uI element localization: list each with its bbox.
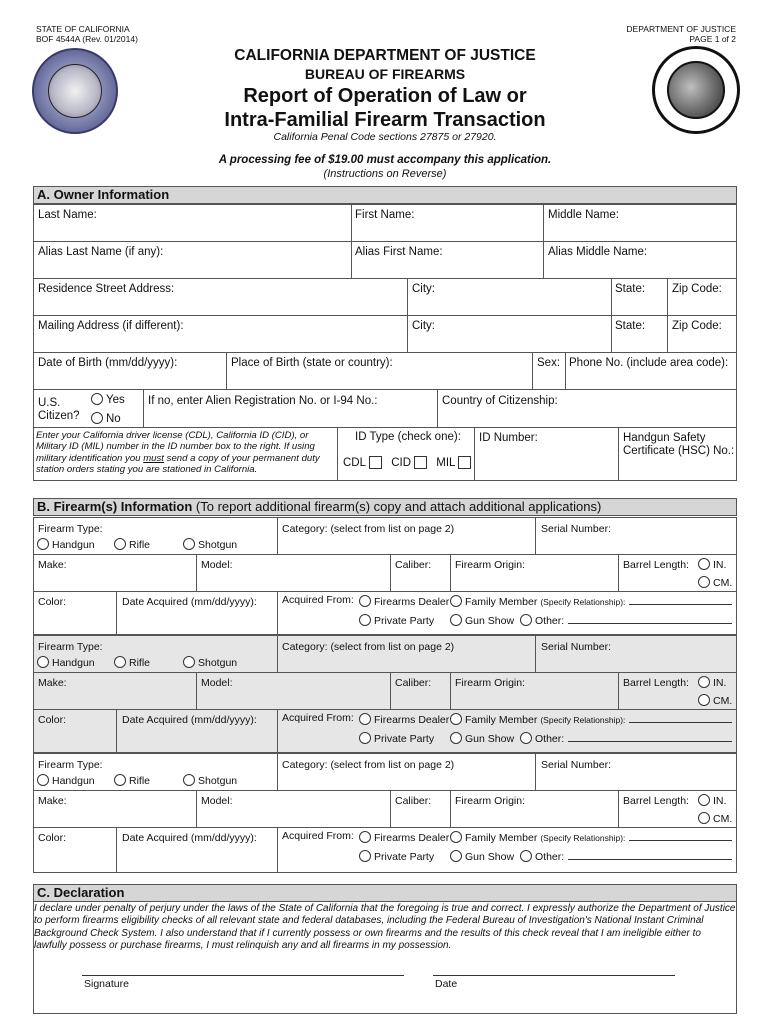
us-citizen-label: [38, 397, 80, 423]
citizen-no-radio[interactable]: [91, 412, 121, 426]
alias-last-name-field[interactable]: Alias Last Name (if any):: [38, 246, 164, 258]
row-divider: [33, 315, 737, 316]
page-number: PAGE 1 of 2: [689, 34, 736, 44]
row-divider: [33, 672, 737, 673]
family-member-radio[interactable]: [450, 831, 732, 844]
handgun-radio-label: Handgun: [52, 657, 95, 669]
rifle-radio-label: Rifle: [129, 657, 151, 669]
serial-number-field[interactable]: [541, 759, 611, 771]
col-divider: [337, 427, 338, 481]
cdl-checkbox[interactable]: [369, 456, 382, 469]
alien-registration-field[interactable]: If no, enter Alien Registration No. or I-94 No.:: [148, 395, 378, 407]
barrel-cm-radio[interactable]: [698, 694, 732, 707]
serial-number-field-text: Serial Number:: [541, 759, 612, 771]
radio-icon[interactable]: [91, 393, 103, 405]
family-member-radio[interactable]: [450, 595, 732, 608]
rifle-radio[interactable]: [114, 656, 150, 669]
date-acquired-field-text: Date Acquired (mm/dd/yyyy):: [122, 832, 257, 844]
col-divider: [226, 352, 227, 389]
mailing-zip-field[interactable]: Zip Code:: [672, 320, 722, 332]
col-divider: [277, 591, 278, 635]
radio-icon[interactable]: [698, 558, 710, 570]
firearm-origin-field-text: Firearm Origin:: [455, 677, 526, 689]
form-title-line1: Report of Operation of Law or: [243, 85, 527, 107]
radio-icon[interactable]: [37, 774, 49, 786]
firearm-origin-field[interactable]: [455, 559, 525, 571]
col-divider: [450, 554, 451, 591]
model-field-text: Model:: [201, 559, 233, 571]
cid-checkbox[interactable]: [414, 456, 427, 469]
date-acquired-field[interactable]: [122, 714, 257, 726]
radio-icon[interactable]: [114, 656, 126, 668]
firearm-origin-field[interactable]: [455, 795, 525, 807]
declaration-text: I declare under penalty of perjury under the laws of the State of California that the foregoing is true and correct. I expressly authorize the Department of Justice to perform firearms eligibility checks of all relevant state and federal databases, including the Federal Bureau of Investigation's National Instant Criminal Background Check System. I also understand that if I currently possess or own firearms and the results of this check reveal that I am ineligible either to lawfully possess or purchase firearms, I must relinquish any and all firearms in my possession.: [34, 903, 736, 951]
family-member-radio-label: Family Member: [465, 832, 538, 844]
firearm-type-label: [38, 523, 103, 535]
firearms-dealer-radio-label: Firearms Dealer: [374, 714, 450, 726]
acquired-from-label: [282, 712, 354, 724]
section-b-header: [33, 498, 737, 516]
other-radio[interactable]: [520, 614, 732, 627]
cdl-label: CDL: [343, 457, 367, 469]
col-divider: [390, 672, 391, 709]
radio-icon[interactable]: [359, 713, 371, 725]
other-radio-label: Other:: [535, 851, 565, 863]
residence-city-field[interactable]: City:: [412, 283, 435, 295]
state-label: STATE OF CALIFORNIA: [36, 24, 130, 34]
department-label: DEPARTMENT OF JUSTICE: [626, 24, 736, 34]
id-instructions: [36, 430, 336, 476]
barrel-length-field-text: Barrel Length:: [623, 677, 689, 689]
col-divider: [667, 278, 668, 352]
model-field-text: Model:: [201, 795, 233, 807]
hsc-label-line1: Handgun Safety: [623, 432, 706, 444]
category-field[interactable]: [282, 523, 454, 535]
radio-icon[interactable]: [114, 538, 126, 550]
firearms-dealer-radio[interactable]: [359, 713, 449, 726]
middle-name-field[interactable]: Middle Name:: [548, 209, 619, 221]
rifle-radio[interactable]: [114, 774, 150, 787]
handgun-radio[interactable]: [37, 774, 95, 787]
citizen-label: Citizen?: [38, 410, 80, 422]
caliber-field-text: Caliber:: [395, 795, 432, 807]
category-field[interactable]: [282, 641, 454, 653]
private-party-radio-label: Private Party: [374, 733, 435, 745]
firearm-origin-field-text: Firearm Origin:: [455, 795, 526, 807]
gun-show-radio[interactable]: [450, 732, 514, 745]
radio-icon[interactable]: [450, 614, 462, 626]
signature-label: Signature: [84, 978, 129, 990]
section-a-header: A. Owner Information: [33, 186, 737, 204]
col-divider: [196, 672, 197, 709]
radio-icon[interactable]: [520, 614, 532, 626]
category-field-text: Category: (select from list on page 2): [282, 523, 455, 535]
hsc-label-line2: Certificate (HSC) No.:: [623, 445, 735, 457]
radio-icon[interactable]: [359, 850, 371, 862]
serial-number-field[interactable]: [541, 641, 611, 653]
col-divider: [535, 635, 536, 672]
other-line[interactable]: [568, 733, 732, 742]
col-divider: [535, 753, 536, 790]
shotgun-radio-label: Shotgun: [198, 775, 238, 787]
specify-relationship-label: (Specify Relationship):: [540, 597, 626, 607]
caliber-field[interactable]: [395, 795, 431, 807]
firearms-dealer-radio[interactable]: [359, 831, 449, 844]
text-part: send a copy of your permanent duty: [163, 452, 320, 464]
color-field[interactable]: [38, 832, 66, 844]
private-party-radio[interactable]: [359, 732, 434, 745]
department-title: CALIFORNIA DEPARTMENT OF JUSTICE: [234, 47, 536, 64]
relationship-line[interactable]: [629, 714, 732, 723]
firearm-origin-field[interactable]: [455, 677, 525, 689]
radio-icon[interactable]: [37, 538, 49, 550]
col-divider: [450, 672, 451, 709]
radio-icon[interactable]: [450, 850, 462, 862]
mailing-city-field[interactable]: City:: [412, 320, 435, 332]
col-divider: [611, 278, 612, 352]
shotgun-radio[interactable]: [183, 538, 237, 551]
other-radio-label: Other:: [535, 733, 565, 745]
make-field[interactable]: [38, 795, 67, 807]
radio-icon[interactable]: [450, 595, 462, 607]
barrel-in-radio-label: IN.: [713, 677, 727, 689]
date-label: Date: [435, 978, 458, 990]
date-acquired-field-text: Date Acquired (mm/dd/yyyy):: [122, 714, 257, 726]
handgun-radio-label: Handgun: [52, 775, 95, 787]
form-title-line2: Intra-Familial Firearm Transaction: [224, 109, 546, 131]
col-divider: [532, 352, 533, 389]
shotgun-radio-label: Shotgun: [198, 657, 238, 669]
color-field-text: Color:: [38, 714, 67, 726]
make-field[interactable]: [38, 677, 67, 689]
col-divider: [407, 278, 408, 352]
other-radio[interactable]: [520, 732, 732, 745]
specify-relationship-label: (Specify Relationship):: [540, 833, 626, 843]
color-field[interactable]: [38, 714, 66, 726]
radio-icon[interactable]: [183, 538, 195, 550]
gun-show-radio-label: Gun Show: [465, 615, 515, 627]
us-label: U.S.: [38, 397, 61, 409]
date-acquired-field[interactable]: [122, 596, 257, 608]
acquired-from-label: [282, 594, 354, 606]
col-divider: [277, 709, 278, 753]
radio-icon[interactable]: [183, 774, 195, 786]
private-party-radio-label: Private Party: [374, 851, 435, 863]
barrel-in-radio[interactable]: [698, 558, 726, 571]
cid-label: CID: [391, 457, 412, 469]
section-c-header: C. Declaration: [33, 884, 737, 902]
yes-label: Yes: [106, 394, 125, 406]
radio-icon[interactable]: [698, 812, 710, 824]
firearms-dealer-radio-label: Firearms Dealer: [374, 832, 450, 844]
barrel-cm-radio[interactable]: [698, 812, 732, 825]
acquired-from-label-text: Acquired From:: [282, 594, 354, 606]
barrel-in-radio[interactable]: [698, 794, 726, 807]
col-divider: [390, 554, 391, 591]
make-field-text: Make:: [38, 795, 67, 807]
text-part: military identification you: [36, 452, 144, 464]
date-line[interactable]: [433, 975, 675, 976]
radio-icon[interactable]: [450, 732, 462, 744]
firearm-type-label: [38, 641, 103, 653]
country-of-citizenship-field[interactable]: Country of Citizenship:: [442, 395, 558, 407]
gun-show-radio-label: Gun Show: [465, 733, 515, 745]
other-line[interactable]: [568, 851, 732, 860]
section-b-subtitle: (To report additional firearm(s) copy and attach additional applications): [192, 499, 602, 514]
family-member-radio-label: Family Member: [465, 714, 538, 726]
acquired-from-label: [282, 830, 354, 842]
acquired-from-label-text: Acquired From:: [282, 712, 354, 724]
citizen-yes-radio[interactable]: [91, 393, 125, 407]
form-title: [0, 84, 770, 132]
barrel-length-field[interactable]: [623, 677, 689, 689]
color-field-text: Color:: [38, 596, 67, 608]
col-divider: [535, 517, 536, 554]
firearms-dealer-radio[interactable]: [359, 595, 449, 608]
gun-show-radio[interactable]: [450, 614, 514, 627]
col-divider: [277, 635, 278, 672]
radio-icon[interactable]: [698, 694, 710, 706]
col-divider: [196, 790, 197, 827]
radio-icon[interactable]: [359, 614, 371, 626]
caliber-field[interactable]: [395, 677, 431, 689]
rifle-radio-label: Rifle: [129, 539, 151, 551]
other-radio-label: Other:: [535, 615, 565, 627]
form-header-right: [626, 24, 736, 44]
radio-icon[interactable]: [520, 850, 532, 862]
id-instructions-line: station orders stating you are stationed in California.: [36, 464, 258, 476]
handgun-radio[interactable]: [37, 656, 95, 669]
gun-show-radio-label: Gun Show: [465, 851, 515, 863]
penal-code-reference: California Penal Code sections 27875 or 27920.: [273, 131, 497, 143]
date-of-birth-field[interactable]: Date of Birth (mm/dd/yyyy):: [38, 357, 178, 369]
id-number-field[interactable]: ID Number:: [479, 432, 538, 444]
make-field-text: Make:: [38, 559, 67, 571]
make-field[interactable]: [38, 559, 67, 571]
other-radio[interactable]: [520, 850, 732, 863]
col-divider: [543, 204, 544, 278]
residence-state-field[interactable]: State:: [615, 283, 646, 295]
caliber-field-text: Caliber:: [395, 677, 432, 689]
no-label: No: [106, 413, 121, 425]
category-field[interactable]: [282, 759, 454, 771]
model-field[interactable]: [201, 795, 233, 807]
radio-icon[interactable]: [698, 794, 710, 806]
category-field-text: Category: (select from list on page 2): [282, 641, 455, 653]
handgun-radio[interactable]: [37, 538, 95, 551]
radio-icon[interactable]: [698, 576, 710, 588]
barrel-in-radio-label: IN.: [713, 795, 727, 807]
barrel-cm-radio-label: CM.: [713, 813, 733, 825]
relationship-line[interactable]: [629, 832, 732, 841]
private-party-radio[interactable]: [359, 850, 434, 863]
firearm-type-label: [38, 759, 103, 771]
barrel-cm-radio-label: CM.: [713, 695, 733, 707]
col-divider: [116, 591, 117, 635]
radio-icon[interactable]: [114, 774, 126, 786]
radio-icon[interactable]: [37, 656, 49, 668]
firearm-type-label-text: Firearm Type:: [38, 759, 103, 771]
row-divider: [33, 591, 737, 592]
col-divider: [277, 517, 278, 554]
col-divider: [277, 753, 278, 790]
col-divider: [116, 827, 117, 873]
rifle-radio[interactable]: [114, 538, 150, 551]
acquired-from-label-text: Acquired From:: [282, 830, 354, 842]
col-divider: [618, 790, 619, 827]
alias-middle-name-field[interactable]: Alias Middle Name:: [548, 246, 648, 258]
date-acquired-field[interactable]: [122, 832, 257, 844]
color-field[interactable]: [38, 596, 66, 608]
handgun-radio-label: Handgun: [52, 539, 95, 551]
first-name-field[interactable]: First Name:: [355, 209, 415, 221]
residence-zip-field[interactable]: Zip Code:: [672, 283, 722, 295]
firearm-type-label-text: Firearm Type:: [38, 641, 103, 653]
col-divider: [196, 554, 197, 591]
private-party-radio[interactable]: [359, 614, 434, 627]
col-divider: [474, 427, 475, 481]
sex-field[interactable]: Sex:: [537, 357, 561, 369]
signature-line[interactable]: [82, 975, 404, 976]
row-divider: [33, 241, 737, 242]
row-divider: [33, 790, 737, 791]
row-divider: [33, 389, 737, 390]
shotgun-radio[interactable]: [183, 656, 237, 669]
id-instructions-line: Military ID (MIL) number in the ID number box to the right. If using: [36, 441, 315, 453]
mailing-address-field[interactable]: Mailing Address (if different):: [38, 320, 184, 332]
row-divider: [33, 427, 737, 428]
col-divider: [565, 352, 566, 389]
alias-first-name-field[interactable]: Alias First Name:: [355, 246, 443, 258]
serial-number-field[interactable]: [541, 523, 611, 535]
caliber-field-text: Caliber:: [395, 559, 432, 571]
barrel-length-field-text: Barrel Length:: [623, 559, 689, 571]
firearm-type-label-text: Firearm Type:: [38, 523, 103, 535]
form-number: BOF 4544A (Rev. 01/2014): [36, 34, 138, 44]
category-field-text: Category: (select from list on page 2): [282, 759, 455, 771]
caliber-field[interactable]: [395, 559, 431, 571]
radio-icon[interactable]: [359, 732, 371, 744]
section-b-title: B. Firearm(s) Information: [37, 499, 193, 514]
radio-icon[interactable]: [183, 656, 195, 668]
make-field-text: Make:: [38, 677, 67, 689]
row-divider: [33, 827, 737, 828]
col-divider: [618, 672, 619, 709]
radio-icon[interactable]: [450, 713, 462, 725]
barrel-length-field[interactable]: [623, 795, 689, 807]
col-divider: [618, 427, 619, 481]
row-divider: [33, 278, 737, 279]
mil-label: MIL: [436, 457, 456, 469]
private-party-radio-label: Private Party: [374, 615, 435, 627]
date-acquired-field-text: Date Acquired (mm/dd/yyyy):: [122, 596, 257, 608]
row-divider: [33, 352, 737, 353]
place-of-birth-field[interactable]: Place of Birth (state or country):: [231, 357, 393, 369]
model-field[interactable]: [201, 559, 233, 571]
instructions-note: (Instructions on Reverse): [323, 168, 447, 180]
firearms-dealer-radio-label: Firearms Dealer: [374, 596, 450, 608]
processing-fee-notice: A processing fee of $19.00 must accompany this application.: [218, 154, 552, 166]
serial-number-field-text: Serial Number:: [541, 523, 612, 535]
model-field[interactable]: [201, 677, 233, 689]
barrel-cm-radio[interactable]: [698, 576, 732, 589]
shotgun-radio[interactable]: [183, 774, 237, 787]
specify-relationship-label: (Specify Relationship):: [540, 715, 626, 725]
hsc-number-field[interactable]: [623, 432, 734, 458]
color-field-text: Color:: [38, 832, 67, 844]
id-type-options: [343, 456, 471, 470]
radio-icon[interactable]: [450, 831, 462, 843]
row-divider: [33, 554, 737, 555]
gun-show-radio[interactable]: [450, 850, 514, 863]
row-divider: [33, 709, 737, 710]
text-part: must: [143, 452, 164, 464]
barrel-length-field-text: Barrel Length:: [623, 795, 689, 807]
col-divider: [116, 709, 117, 753]
other-line[interactable]: [568, 615, 732, 624]
barrel-cm-radio-label: CM.: [713, 577, 733, 589]
bureau-title: BUREAU OF FIREARMS: [304, 66, 466, 82]
phone-field[interactable]: Phone No. (include area code):: [569, 357, 729, 369]
radio-icon[interactable]: [698, 676, 710, 688]
residence-address-field[interactable]: Residence Street Address:: [38, 283, 175, 295]
radio-icon[interactable]: [91, 412, 103, 424]
serial-number-field-text: Serial Number:: [541, 641, 612, 653]
col-divider: [618, 554, 619, 591]
radio-icon[interactable]: [359, 831, 371, 843]
id-type-label: ID Type (check one):: [355, 431, 461, 443]
barrel-in-radio[interactable]: [698, 676, 726, 689]
barrel-in-radio-label: IN.: [713, 559, 727, 571]
firearm-origin-field-text: Firearm Origin:: [455, 559, 526, 571]
col-divider: [277, 827, 278, 873]
col-divider: [143, 389, 144, 427]
model-field-text: Model:: [201, 677, 233, 689]
barrel-length-field[interactable]: [623, 559, 689, 571]
mailing-state-field[interactable]: State:: [615, 320, 646, 332]
last-name-field[interactable]: Last Name:: [38, 209, 97, 221]
radio-icon[interactable]: [520, 732, 532, 744]
shotgun-radio-label: Shotgun: [198, 539, 238, 551]
family-member-radio[interactable]: [450, 713, 732, 726]
rifle-radio-label: Rifle: [129, 775, 151, 787]
relationship-line[interactable]: [629, 596, 732, 605]
form-header-left: [36, 24, 138, 44]
id-instructions-line: Enter your California driver license (CDL), California ID (CID), or: [36, 430, 309, 441]
col-divider: [437, 389, 438, 427]
col-divider: [390, 790, 391, 827]
col-divider: [450, 790, 451, 827]
mil-checkbox[interactable]: [458, 456, 471, 469]
id-instructions-line: [36, 453, 336, 464]
col-divider: [351, 204, 352, 278]
family-member-radio-label: Family Member: [465, 596, 538, 608]
radio-icon[interactable]: [359, 595, 371, 607]
